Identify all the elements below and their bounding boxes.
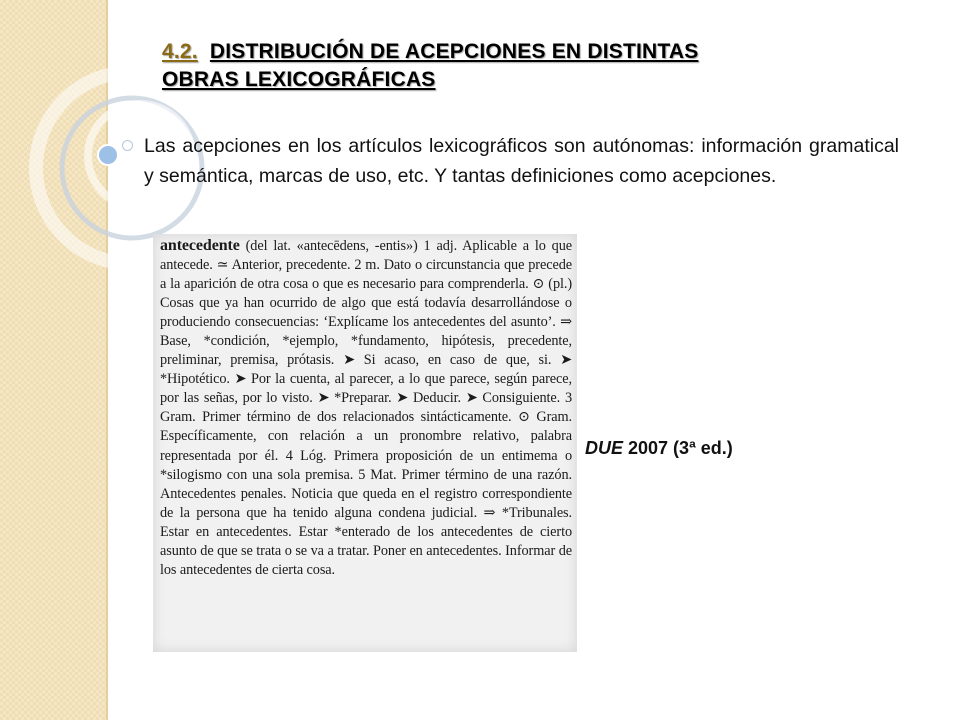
dictionary-entry-text bbox=[160, 236, 572, 580]
dictionary-entry-scan bbox=[153, 234, 577, 652]
caption-edition: 2007 (3ª ed.) bbox=[623, 438, 733, 458]
title-text-2: OBRAS LEXICOGRÁFICAS bbox=[162, 68, 436, 91]
title-number: 4.2. bbox=[162, 40, 198, 63]
title-text-1: DISTRIBUCIÓN DE ACEPCIONES EN DISTINTAS bbox=[209, 40, 699, 63]
entry-body: (del lat. «antecēdens, -entis») 1 adj. Aplicable a lo que antecede. ≃ Anterior, precedente. 2 m. Dato o circunstancia que precede a la aparición de otra cosa o que es necesario para comprenderla. ⊙ (pl.) Cosas que ya han ocurrido de algo que está todavía desarrollándose o produciendo consecuencias: ‘Explícame los antecedentes del asunto’. ⇒ Base, *condición, *ejemplo, *fundamento, hipótesis, precedente, preliminar, premisa, prótasis. ➤ Si acaso, en caso de que, si. ➤ *Hipotético. ➤ Por la cuenta, al parecer, a lo que parece, según parece, por las señas, por lo visto. ➤ *Preparar. ➤ Deducir. ➤ Consiguiente. 3 Gram. Primer término de dos relacionados sintácticamente. ⊙ Gram. Específicamente, con relación a un pronombre relativo, palabra representada por él. 4 Lóg. Primera proposición de un entimema o *silogismo con una sola premisa. 5 Mat. Primer término de una razón. Antecedentes penales. Noticia que queda en el registro correspondiente de la persona que ha tenido alguna condena judicial. ⇒ *Tribunales. Estar en antecedentes. Estar *enterado de los antecedentes de cierto asunto de que se trata o se va a tratar. Poner en antecedentes. Informar de los antecedentes de cierta cosa. bbox=[160, 238, 572, 578]
source-caption bbox=[585, 438, 733, 459]
title-line-1 bbox=[162, 38, 862, 66]
entry-headword: antecedente bbox=[160, 237, 240, 254]
caption-source: DUE bbox=[585, 438, 624, 458]
title-line-2 bbox=[162, 66, 862, 94]
bullet-circle-icon bbox=[122, 140, 133, 151]
body-paragraph: Las acepciones en los artículos lexicográficos son autónomas: información gramatical y semántica, marcas de uso, etc. Y tantas definiciones como acepciones. bbox=[144, 135, 899, 187]
slide-title bbox=[162, 38, 862, 94]
blue-dot-icon bbox=[98, 145, 118, 165]
